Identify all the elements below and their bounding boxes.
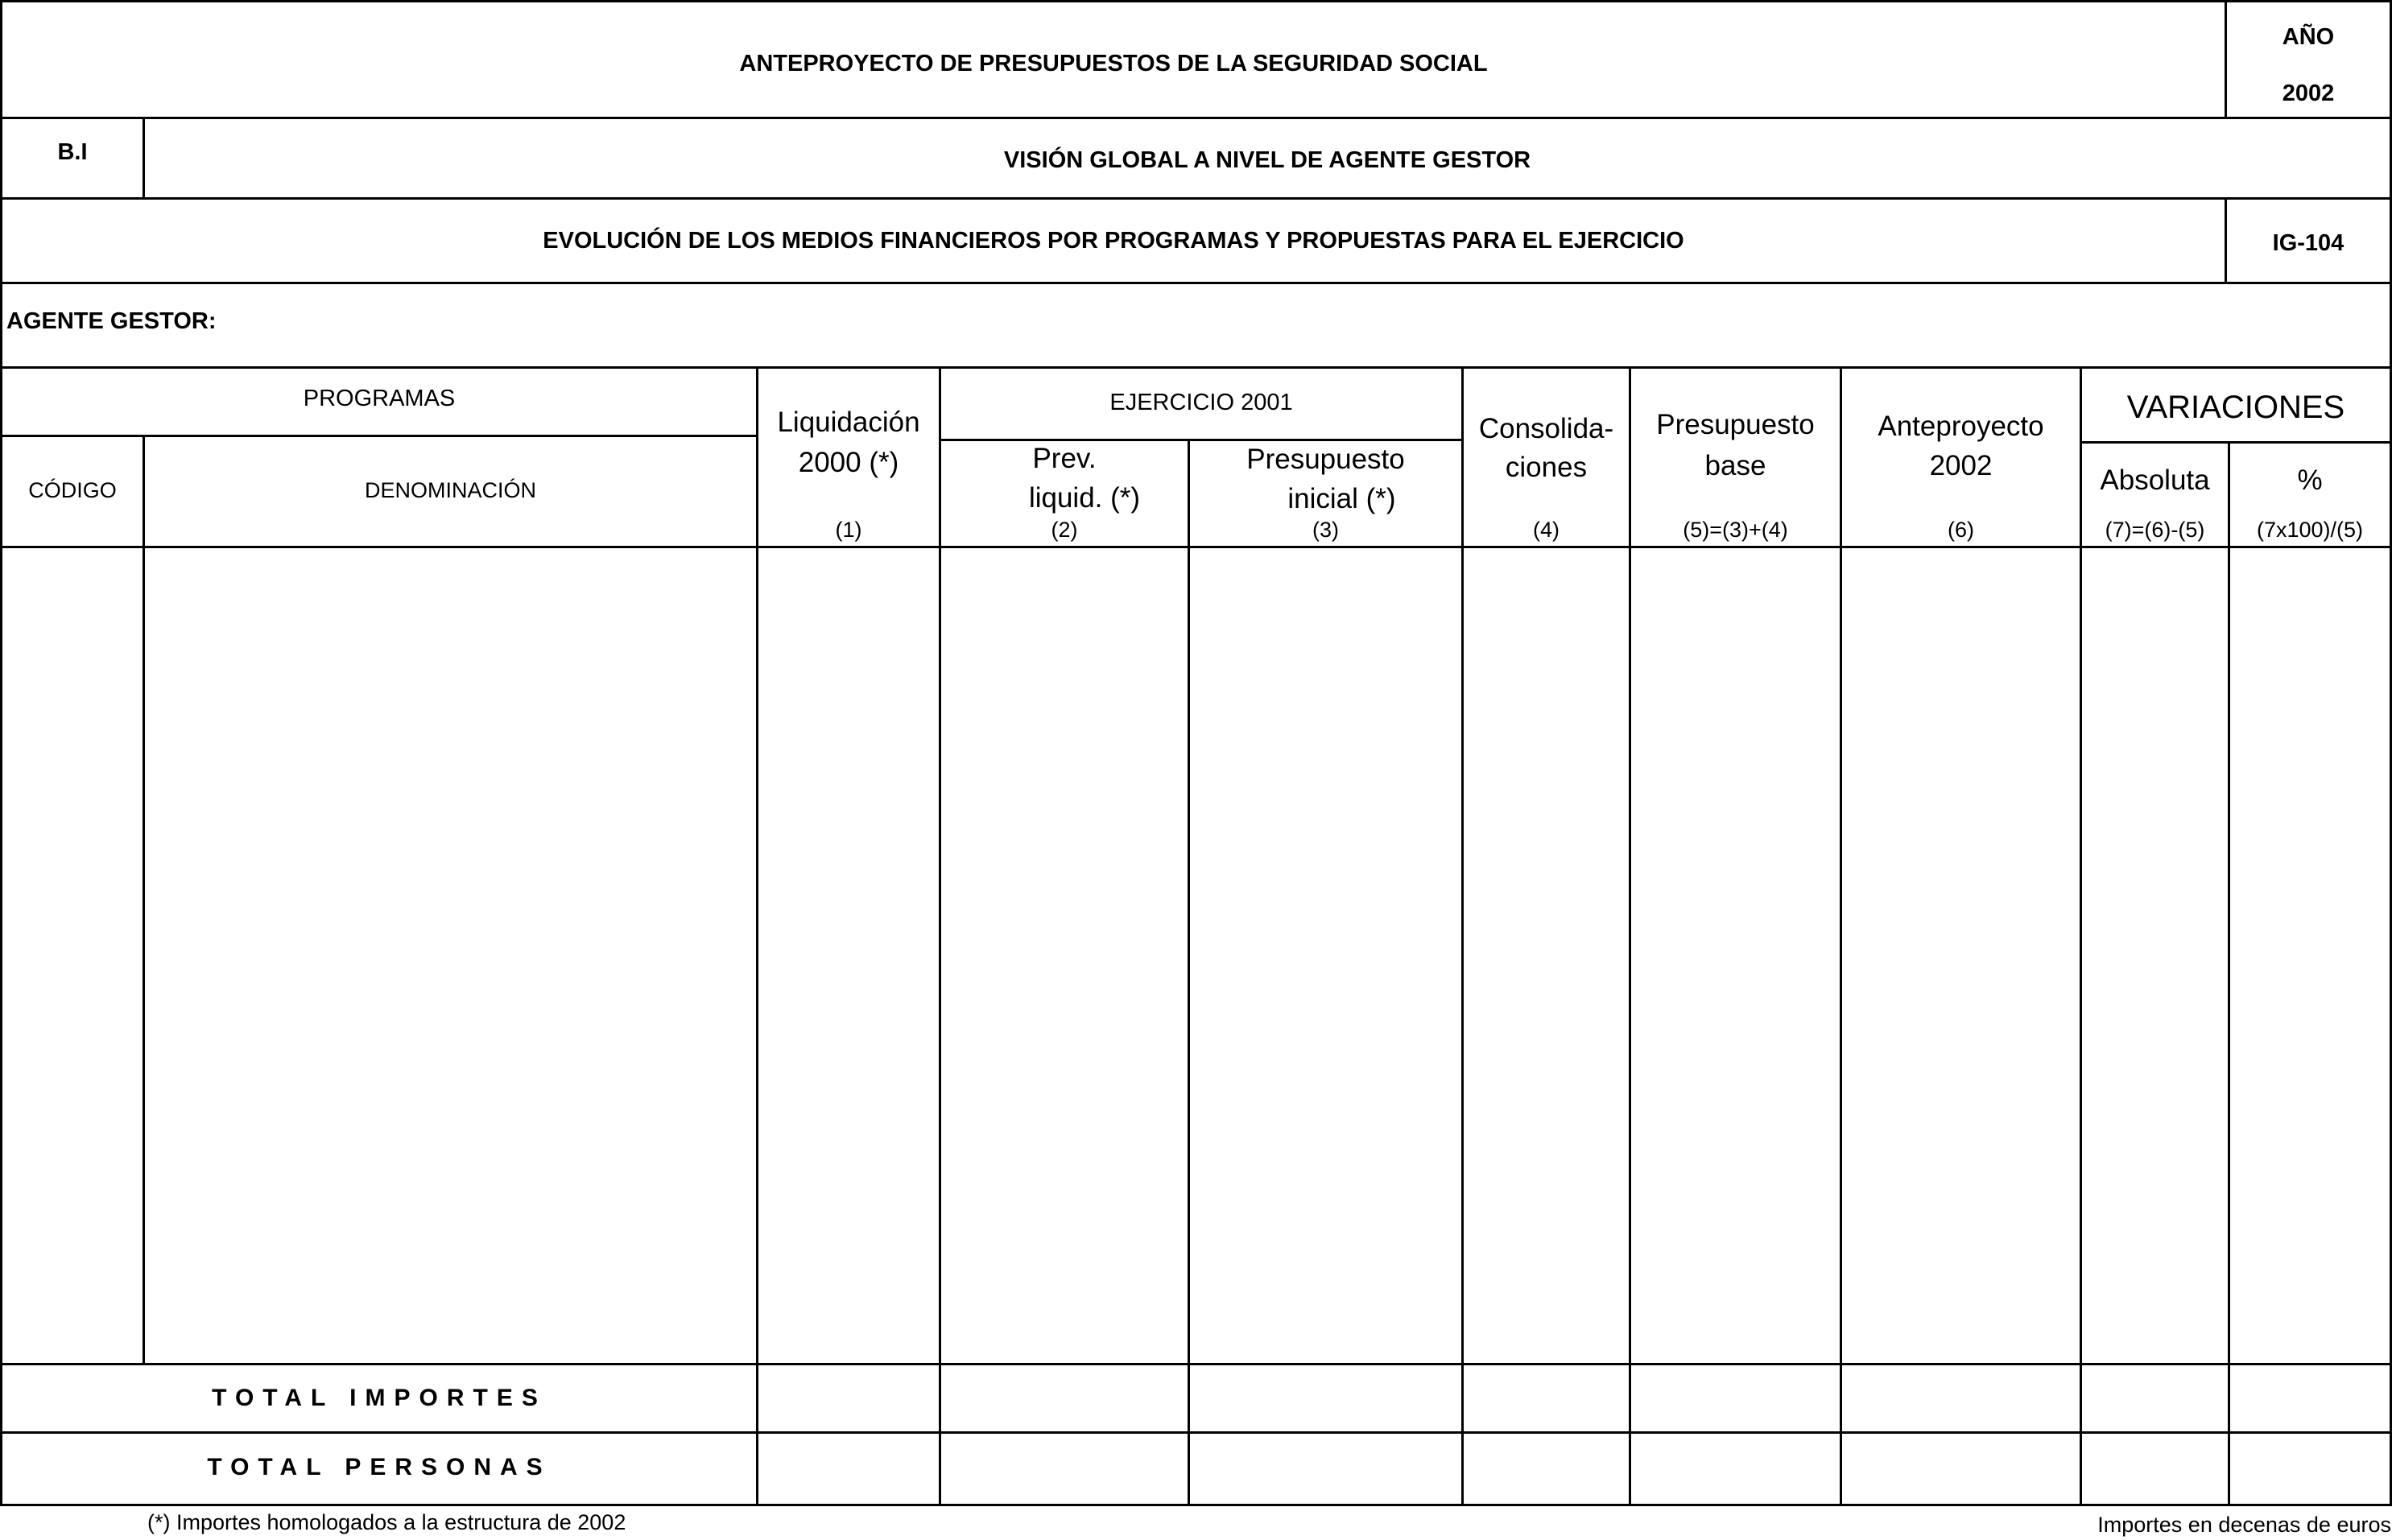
units-note: Importes en decenas de euros (2097, 1513, 2391, 1538)
rule (0, 117, 2392, 119)
rule (0, 366, 2392, 369)
rule (143, 435, 145, 1365)
rule (0, 1504, 2392, 1506)
total-importes-label: TOTAL IMPORTES (212, 1384, 547, 1411)
absoluta-header: Absoluta (2100, 464, 2210, 496)
rule (0, 435, 756, 437)
presupuesto-inicial-header-line1: Presupuesto (1246, 443, 1405, 475)
consolidaciones-header-line2: ciones (1505, 451, 1588, 483)
report-code: IG-104 (2272, 230, 2344, 257)
absoluta-column-number: (7)=(6)-(5) (2105, 518, 2205, 543)
rule (1188, 439, 1190, 1506)
footnote: (*) Importes homologados a la estructura de 2002 (147, 1510, 626, 1535)
prev-liquid-header-line1: Prev. (1032, 442, 1097, 474)
agent-label: AGENTE GESTOR: (6, 308, 217, 335)
programas-header: PROGRAMAS (303, 386, 456, 412)
consolidaciones-header-line1: Consolida- (1478, 412, 1614, 444)
presupuesto-base-header-line1: Presupuesto (1656, 408, 1815, 440)
anteproyecto-header-line2: 2002 (1929, 449, 1993, 481)
anteproyecto-header-line1: Anteproyecto (1878, 410, 2044, 442)
denominacion-header: DENOMINACIÓN (364, 478, 536, 503)
total-personas-label: TOTAL PERSONAS (207, 1453, 552, 1480)
report-title: EVOLUCIÓN DE LOS MEDIOS FINANCIEROS POR PROGRAMAS Y PROPUESTAS PARA EL EJERCICIO (543, 228, 1684, 254)
rule (0, 0, 2392, 2)
rule (0, 546, 2392, 548)
liquidacion-header-line2: 2000 (*) (798, 446, 899, 478)
prev-liquid-column-number: (2) (1051, 518, 1078, 543)
presupuesto-base-header-line2: base (1704, 449, 1766, 481)
porcentaje-header: % (2297, 464, 2323, 496)
ejercicio-header: EJERCICIO 2001 (1109, 390, 1293, 416)
presupuesto-base-column-number: (5)=(3)+(4) (1683, 518, 1788, 543)
year-label: AÑO (2282, 24, 2335, 51)
year-value: 2002 (2282, 81, 2335, 107)
liquidacion-column-number: (1) (835, 518, 862, 543)
liquidacion-header-line1: Liquidación (777, 406, 920, 438)
rule (0, 1363, 2392, 1365)
codigo-header: CÓDIGO (28, 478, 117, 503)
section-title: VISIÓN GLOBAL A NIVEL DE AGENTE GESTOR (1003, 147, 1531, 174)
document-title: ANTEPROYECTO DE PRESUPUESTOS DE LA SEGURIDAD SOCIAL (739, 51, 1488, 77)
rule (0, 1431, 2392, 1434)
rule (0, 197, 2392, 200)
rule (0, 282, 2392, 284)
anteproyecto-column-number: (6) (1948, 518, 1974, 543)
presupuesto-inicial-column-number: (3) (1312, 518, 1339, 543)
section-code: B.I (57, 139, 88, 166)
prev-liquid-header-line2: liquid. (*) (1028, 481, 1141, 514)
consolidaciones-column-number: (4) (1533, 518, 1560, 543)
variaciones-header: VARIACIONES (2126, 390, 2345, 425)
rule (2080, 441, 2392, 444)
rule (2228, 441, 2230, 1506)
porcentaje-column-number: (7x100)/(5) (2256, 518, 2364, 543)
presupuesto-inicial-header-line2: inicial (*) (1287, 482, 1396, 514)
